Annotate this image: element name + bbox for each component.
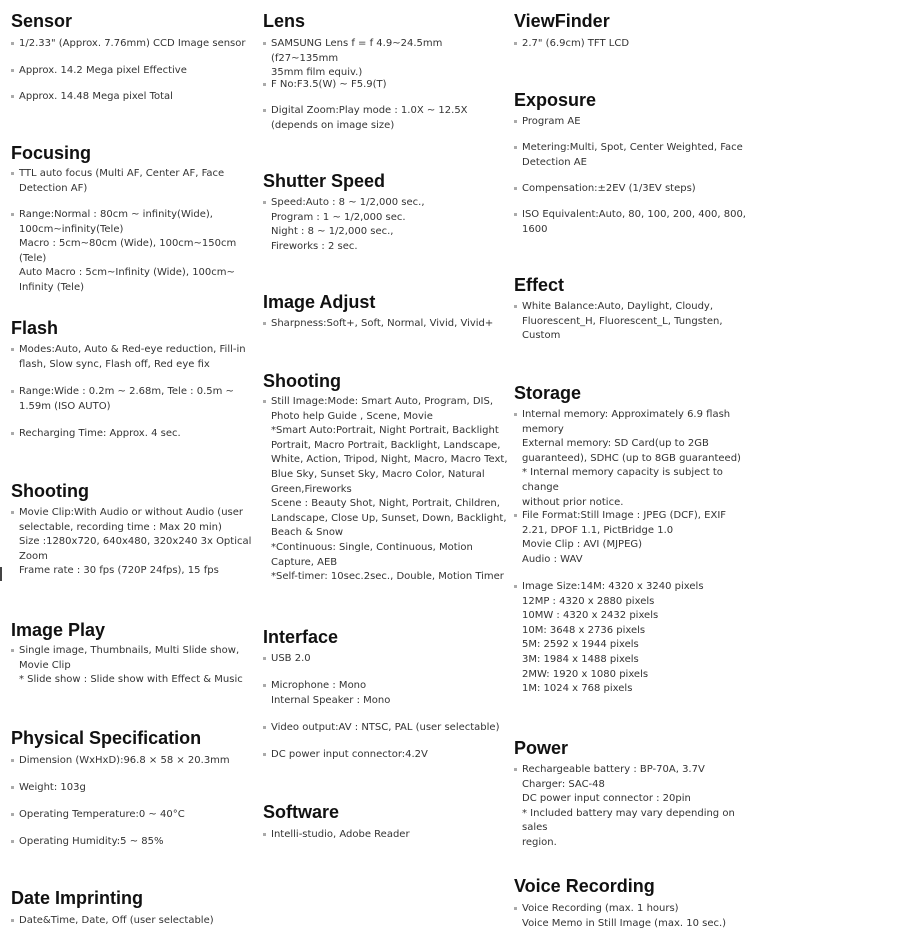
spec-item: USB 2.0 xyxy=(263,652,511,667)
page-edge-marker xyxy=(0,567,2,581)
section-heading: Sensor xyxy=(11,11,73,31)
section-heading: Shutter Speed xyxy=(263,171,386,191)
section-heading: Shooting xyxy=(11,481,89,501)
bullet-icon xyxy=(263,42,266,45)
spec-item: Recharging Time: Approx. 4 sec. xyxy=(11,427,259,442)
spec-item: White Balance:Auto, Daylight, Cloudy, Fluorescent_H, Fluorescent_L, Tungsten, Custom xyxy=(514,300,762,344)
section-heading: Exposure xyxy=(514,90,597,110)
bullet-icon xyxy=(514,305,517,308)
bullet-icon xyxy=(11,840,14,843)
bullet-icon xyxy=(514,907,517,910)
spec-item: Movie Clip:With Audio or without Audio (user selectable, recording time : Max 20 min) Size :1280x720, 640x480, 320x240 3x Optical Zoom Frame rate : 30 fps (720P 24fps), 15 fps xyxy=(11,506,259,579)
section-heading: Voice Recording xyxy=(514,876,655,896)
spec-item: Approx. 14.2 Mega pixel Effective xyxy=(11,64,259,79)
section-heading: Power xyxy=(514,738,569,758)
bullet-icon xyxy=(514,514,517,517)
bullet-icon xyxy=(11,69,14,72)
bullet-icon xyxy=(11,432,14,435)
section-heading: Image Adjust xyxy=(263,292,376,312)
spec-item: 1/2.33" (Approx. 7.76mm) CCD Image sensor xyxy=(11,37,259,52)
bullet-icon xyxy=(11,42,14,45)
spec-item: Single image, Thumbnails, Multi Slide show, Movie Clip * Slide show : Slide show with Effect & Music xyxy=(11,644,259,688)
section-heading: Image Play xyxy=(11,620,106,640)
spec-item: Date&Time, Date, Off (user selectable) xyxy=(11,914,259,929)
section-heading: Effect xyxy=(514,275,565,295)
section-heading: Software xyxy=(263,802,340,822)
section-heading: Lens xyxy=(263,11,306,31)
bullet-icon xyxy=(263,201,266,204)
spec-item: Program AE xyxy=(514,115,762,130)
bullet-icon xyxy=(514,768,517,771)
bullet-icon xyxy=(11,95,14,98)
spec-item: Dimension (WxHxD):96.8 × 58 × 20.3mm xyxy=(11,754,259,769)
spec-item: Sharpness:Soft+, Soft, Normal, Vivid, Vivid+ xyxy=(263,317,511,332)
bullet-icon xyxy=(514,585,517,588)
bullet-icon xyxy=(263,833,266,836)
bullet-icon xyxy=(11,172,14,175)
spec-item: Intelli-studio, Adobe Reader xyxy=(263,828,511,843)
bullet-icon xyxy=(11,786,14,789)
bullet-icon xyxy=(11,213,14,216)
bullet-icon xyxy=(263,657,266,660)
bullet-icon xyxy=(514,413,517,416)
bullet-icon xyxy=(11,348,14,351)
spec-item: Internal memory: Approximately 6.9 flash memory External memory: SD Card(up to 2GB guaranteed), SDHC (up to 8GB guaranteed) * Internal memory capacity is subject to change without prior notice. xyxy=(514,408,762,510)
spec-item: ISO Equivalent:Auto, 80, 100, 200, 400, 800, 1600 xyxy=(514,208,762,237)
bullet-icon xyxy=(11,390,14,393)
bullet-icon xyxy=(514,146,517,149)
section-heading: Focusing xyxy=(11,143,91,163)
spec-item: Range:Wide : 0.2m ~ 2.68m, Tele : 0.5m ~ 1.59m (ISO AUTO) xyxy=(11,385,259,414)
spec-item: 2.7" (6.9cm) TFT LCD xyxy=(514,37,762,52)
spec-item: Video output:AV : NTSC, PAL (user selectable) xyxy=(263,721,511,736)
spec-item: File Format:Still Image : JPEG (DCF), EXIF 2.21, DPOF 1.1, PictBridge 1.0 Movie Clip : AVI (MJPEG) Audio : WAV xyxy=(514,509,762,567)
section-heading: Physical Specification xyxy=(11,728,202,748)
spec-item: Image Size:14M: 4320 x 3240 pixels 12MP : 4320 x 2880 pixels 10MW : 4320 x 2432 pixels 10M: 3648 x 2736 pixels 5M: 2592 x 1944 pixels 3M: 1984 x 1488 pixels 2MW: 1920 x 1080 pixels 1M: 1024 x 768 pixels xyxy=(514,580,762,697)
spec-item: Weight: 103g xyxy=(11,781,259,796)
spec-item: Voice Recording (max. 1 hours) Voice Memo in Still Image (max. 10 sec.) xyxy=(514,902,762,931)
bullet-icon xyxy=(11,919,14,922)
spec-item: SAMSUNG Lens f = f 4.9~24.5mm (f27~135mm 35mm film equiv.) xyxy=(263,37,511,81)
section-heading: Flash xyxy=(11,318,59,338)
spec-item: Rechargeable battery : BP-70A, 3.7V Charger: SAC-48 DC power input connector : 20pin * Included battery may vary depending on sales region. xyxy=(514,763,762,851)
bullet-icon xyxy=(514,120,517,123)
spec-item: Speed:Auto : 8 ~ 1/2,000 sec., Program : 1 ~ 1/2,000 sec. Night : 8 ~ 1/2,000 sec., Fireworks : 2 sec. xyxy=(263,196,511,254)
bullet-icon xyxy=(263,322,266,325)
spec-item: Approx. 14.48 Mega pixel Total xyxy=(11,90,259,105)
bullet-icon xyxy=(11,511,14,514)
spec-item: F No:F3.5(W) ~ F5.9(T) xyxy=(263,78,511,93)
section-heading: Shooting xyxy=(263,371,341,391)
bullet-icon xyxy=(263,684,266,687)
bullet-icon xyxy=(11,759,14,762)
bullet-icon xyxy=(11,813,14,816)
bullet-icon xyxy=(514,187,517,190)
spec-item: Metering:Multi, Spot, Center Weighted, Face Detection AE xyxy=(514,141,762,170)
bullet-icon xyxy=(263,753,266,756)
spec-item: Digital Zoom:Play mode : 1.0X ~ 12.5X (depends on image size) xyxy=(263,104,511,133)
spec-item: Range:Normal : 80cm ~ infinity(Wide), 100cm~infinity(Tele) Macro : 5cm~80cm (Wide), 100cm~150cm (Tele) Auto Macro : 5cm~Infinity (Wide), 100cm~ Infinity (Tele) xyxy=(11,208,259,296)
bullet-icon xyxy=(11,649,14,652)
section-heading: Date Imprinting xyxy=(11,888,144,908)
spec-item: DC power input connector:4.2V xyxy=(263,748,511,763)
bullet-icon xyxy=(263,83,266,86)
section-heading: ViewFinder xyxy=(514,11,610,31)
spec-item: Microphone : Mono Internal Speaker : Mono xyxy=(263,679,511,708)
section-heading: Storage xyxy=(514,383,582,403)
spec-item: Still Image:Mode: Smart Auto, Program, DIS, Photo help Guide , Scene, Movie *Smart Auto:Portrait, Night Portrait, Backlight Portrait, Macro Portrait, Backlight, Landscape, White, Action, Tripod, Night, Macro, Macro Text, Blue Sky, Sunset Sky, Macro Color, Natural Green,Fireworks Scene : Beauty Shot, Night, Portrait, Children, Landscape, Close Up, Sunset, Down, Backlight, Beach & Snow *Continuous: Single, Continuous, Motion Capture, AEB *Self-timer: 10sec.2sec., Double, Motion Timer xyxy=(263,395,511,585)
bullet-icon xyxy=(514,213,517,216)
spec-item: Operating Humidity:5 ~ 85% xyxy=(11,835,259,850)
spec-item: Modes:Auto, Auto & Red-eye reduction, Fill-in flash, Slow sync, Flash off, Red eye fix xyxy=(11,343,259,372)
bullet-icon xyxy=(263,726,266,729)
spec-item: Operating Temperature:0 ~ 40°C xyxy=(11,808,259,823)
bullet-icon xyxy=(514,42,517,45)
section-heading: Interface xyxy=(263,627,339,647)
spec-item: TTL auto focus (Multi AF, Center AF, Face Detection AF) xyxy=(11,167,259,196)
bullet-icon xyxy=(263,400,266,403)
spec-item: Compensation:±2EV (1/3EV steps) xyxy=(514,182,762,197)
bullet-icon xyxy=(263,109,266,112)
